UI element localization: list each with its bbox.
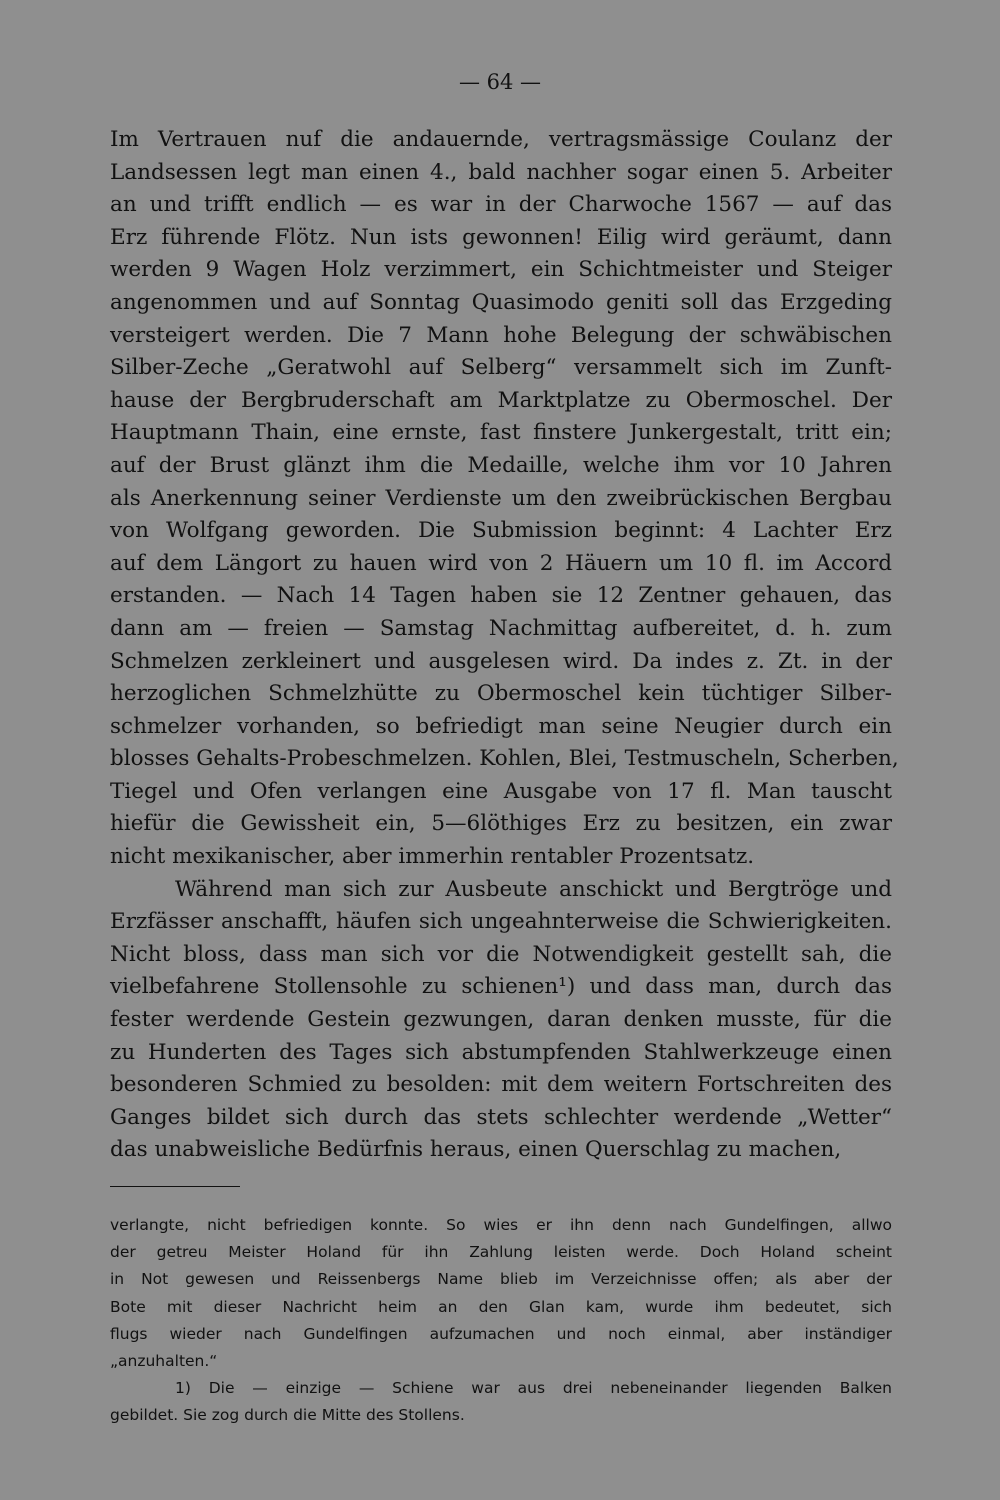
text-line: Während man sich zur Ausbeute anschickt und Bergtröge und: [175, 876, 892, 902]
text-line: Ganges bildet sich durch das stets schlechter werdende „Wetter“: [110, 1104, 892, 1130]
text-line: hiefür die Gewissheit ein, 5—6löthiges Erz zu besitzen, ein zwar: [110, 811, 892, 837]
text-line: Erz führende Flötz. Nun ists gewonnen! Eilig wird geräumt, dann: [110, 224, 892, 250]
text-line: Im Vertrauen nuf die andauernde, vertragsmässige Coulanz der: [110, 127, 892, 152]
text-line: nicht mexikanischer, aber immerhin rentabler Prozentsatz.: [110, 844, 755, 870]
footnote-separator: [110, 1186, 240, 1187]
text-line: Bote mit dieser Nachricht heim an den Glan kam, wurde ihm bedeutet, sich: [110, 1297, 892, 1316]
text-line: zu Hunderten des Tages sich abstumpfenden Stahlwerkzeuge einen: [110, 1039, 892, 1065]
body-text: [110, 124, 899, 1167]
footnote-continuation: [110, 1212, 892, 1375]
text-line: vielbefahrene Stollensohle zu schienen¹) und dass man, durch das: [110, 974, 892, 1000]
text-line: „anzuhalten.“: [110, 1352, 218, 1371]
text-line: in Not gewesen und Reissenbergs Name blieb im Verzeichnisse offen; als aber der: [110, 1270, 892, 1289]
footnote-1: [110, 1375, 892, 1429]
text-line: herzoglichen Schmelzhütte zu Obermoschel kein tüchtiger Silber-: [110, 681, 892, 707]
text-line: werden 9 Wagen Holz verzimmert, ein Schichtmeister und Steiger: [110, 257, 892, 283]
text-line: besonderen Schmied zu besolden: mit dem weitern Fortschreiten des: [110, 1072, 892, 1098]
text-line: Erzfässer anschafft, häufen sich ungeahnterweise die Schwierigkeiten.: [110, 909, 892, 935]
text-line: erstanden. — Nach 14 Tagen haben sie 12 Zentner gehauen, das: [110, 583, 892, 609]
text-line: 1) Die — einzige — Schiene war aus drei nebeneinander liegenden Balken: [175, 1379, 892, 1398]
text-line: fester werdende Gestein gezwungen, daran denken musste, für die: [110, 1007, 892, 1033]
page-number: — 64 —: [458, 70, 542, 94]
text-line: als Anerkennung seiner Verdienste um den zweibrückischen Bergbau: [110, 485, 892, 511]
text-line: das unabweisliche Bedürfnis heraus, einen Querschlag zu machen,: [110, 1137, 842, 1163]
text-line: auf dem Längort zu hauen wird von 2 Häuern um 10 fl. im Accord: [110, 550, 892, 576]
text-line: Hauptmann Thain, eine ernste, fast finstere Junkergestalt, tritt ein;: [110, 420, 892, 446]
text-line: dann am — freien — Samstag Nachmittag aufbereitet, d. h. zum: [110, 615, 892, 641]
text-line: blosses Gehalts-Probeschmelzen. Kohlen, Blei, Testmuscheln, Scherben,: [110, 746, 899, 772]
text-line: Nicht bloss, dass man sich vor die Notwendigkeit gestellt sah, die: [110, 941, 892, 967]
text-line: auf der Brust glänzt ihm die Medaille, welche ihm vor 10 Jahren: [110, 452, 892, 478]
text-line: flugs wieder nach Gundelfingen aufzumachen und noch einmal, aber inständiger: [110, 1324, 892, 1343]
footnotes: [110, 1212, 892, 1430]
text-line: hause der Bergbruderschaft am Marktplatze zu Obermoschel. Der: [110, 387, 892, 413]
paragraph-1: [110, 124, 899, 874]
text-line: verlangte, nicht befriedigen konnte. So wies er ihn denn nach Gundelfingen, allwo: [110, 1216, 892, 1234]
text-line: der getreu Meister Holand für ihn Zahlung leisten werde. Doch Holand scheint: [110, 1243, 892, 1262]
text-line: Schmelzen zerkleinert und ausgelesen wird. Da indes z. Zt. in der: [110, 648, 892, 674]
text-line: Landsessen legt man einen 4., bald nachher sogar einen 5. Arbeiter: [110, 159, 892, 185]
text-line: angenommen und auf Sonntag Quasimodo geniti soll das Erzgeding: [110, 289, 892, 315]
text-line: an und trifft endlich — es war in der Charwoche 1567 — auf das: [110, 192, 892, 218]
text-line: Tiegel und Ofen verlangen eine Ausgabe von 17 fl. Man tauscht: [110, 778, 892, 804]
text-line: schmelzer vorhanden, so befriedigt man seine Neugier durch ein: [110, 713, 892, 739]
paragraph-2: [110, 874, 892, 1167]
text-line: versteigert werden. Die 7 Mann hohe Belegung der schwäbischen: [110, 322, 892, 348]
text-line: Silber-Zeche „Geratwohl auf Selberg“ versammelt sich im Zunft-: [110, 355, 892, 381]
text-line: von Wolfgang geworden. Die Submission beginnt: 4 Lachter Erz: [110, 518, 892, 544]
text-line: gebildet. Sie zog durch die Mitte des Stollens.: [110, 1406, 465, 1425]
